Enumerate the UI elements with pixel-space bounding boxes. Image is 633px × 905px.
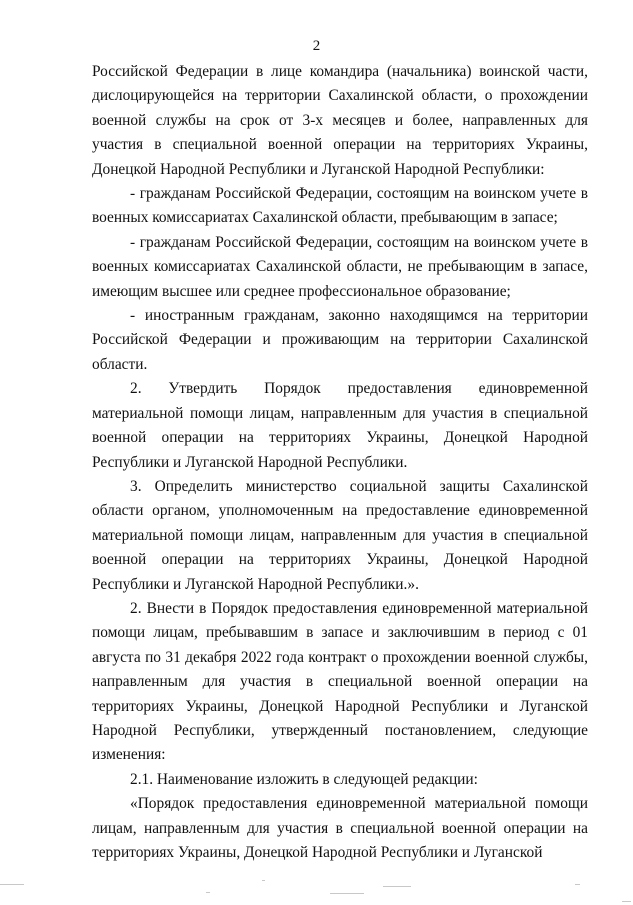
scan-artifact-6 [575,884,580,885]
paragraph-2: - гражданам Российской Федерации, состоящим на воинском учете в военных комиссариатах Сахалинской области, пребывающим в запасе; [92,185,588,227]
scan-artifact-5 [383,886,411,887]
page-number: 2 [312,38,321,54]
scan-artifact-3 [262,880,265,881]
paragraph-1: Российской Федерации в лице командира (начальника) воинской части, дислоцирующейся на территории Сахалинской области, о прохождении военной службы на срок от 3-х месяцев и более, направленных для участия в специальной военной операции на территориях Украины, Донецкой Народной Республики и Луганской Народной Республики: [92,63,588,178]
paragraph-7: 2. Внести в Порядок предоставления единовременной материальной помощи лицам, пребывавшим в запасе и заключившим в период с 01 августа по 31 декабря 2022 года контракт о прохождении военной службы, направленным для участия в специальной военной операции на территориях Украины, Донецкой Народной Республики и Луганской Народной Республики, утвержденный постановлением, следующие изменения: [92,599,588,764]
scan-artifact-1 [0,884,24,885]
paragraph-9: «Порядок предоставления единовременной материальной помощи лицам, направленным для участия в специальной военной операции на территориях Украины, Донецкой Народной Республики и Луганской [92,795,588,861]
scan-artifact-4 [330,893,364,894]
paragraph-8: 2.1. Наименование изложить в следующей редакции: [130,770,478,788]
document-body [92,60,588,865]
paragraph-4: - иностранным гражданам, законно находящимся на территории Российской Федерации и проживающим на территории Сахалинской области. [92,307,588,373]
scan-artifact-7 [622,901,631,902]
paragraph-5: 2. Утвердить Порядок предоставления единовременной материальной помощи лицам, направленным для участия в специальной военной операции на территориях Украины, Донецкой Народной Республики и Луганской Народной Республики. [92,380,588,471]
scan-artifact-2 [206,892,210,893]
paragraph-3: - гражданам Российской Федерации, состоящим на воинском учете в военных комиссариатах Сахалинской области, не пребывающим в запасе, имеющим высшее или среднее профессиональное образование; [92,233,588,300]
paragraph-6: 3. Определить министерство социальной защиты Сахалинской области органом, уполномоченным на предоставление единовременной материальной помощи лицам, направленным для участия в специальной военной операции на территориях Украины, Донецкой Народной Республики и Луганской Народной Республики.». [92,477,588,593]
